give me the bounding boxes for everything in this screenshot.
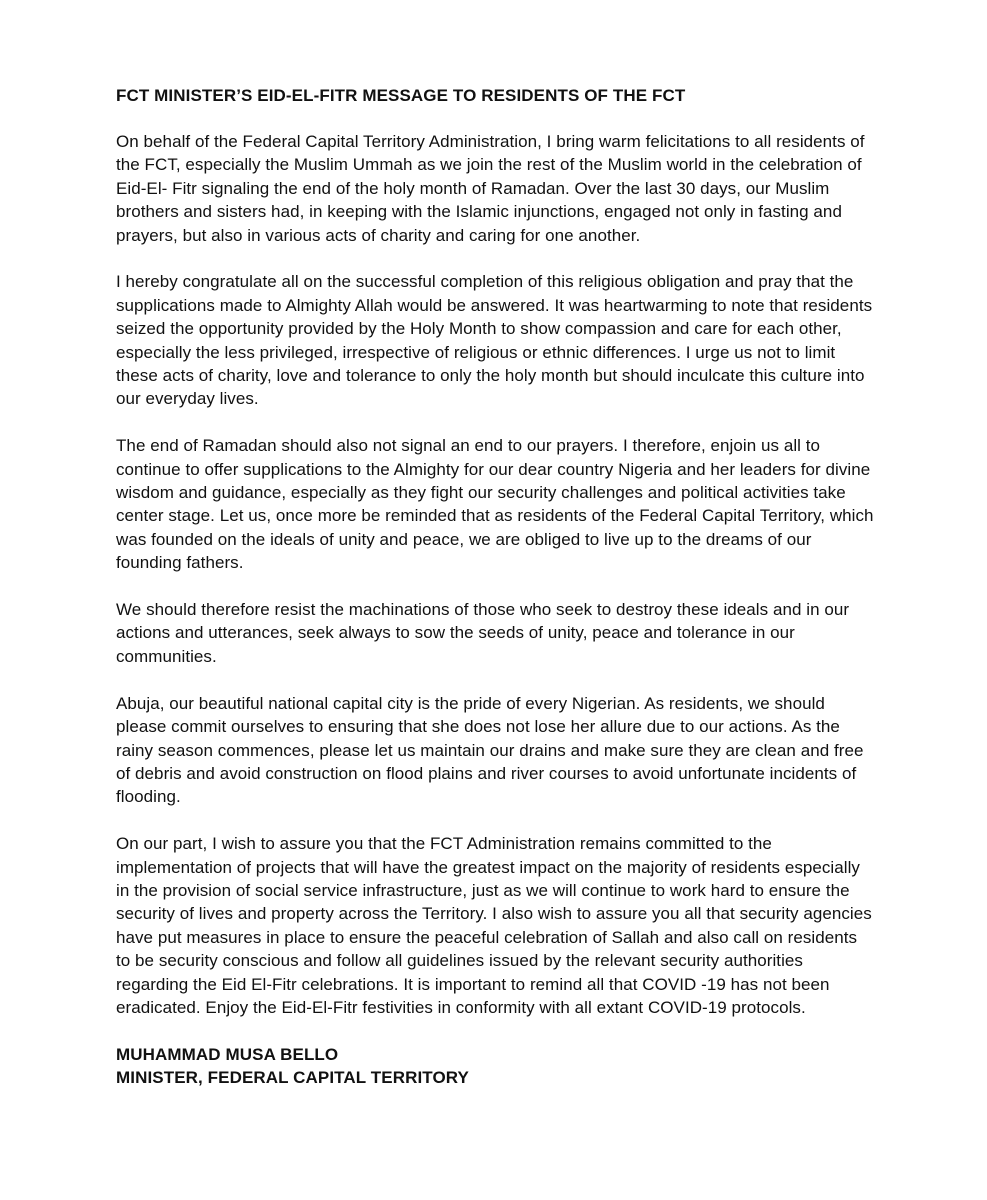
signature-block bbox=[116, 1043, 876, 1090]
paragraph-unity: We should therefore resist the machinations of those who seek to destroy these ideals and in our actions and utterances, seek always to sow the seeds of unity, peace and tolerance in our communities. bbox=[116, 600, 850, 666]
signature-position: MINISTER, FEDERAL CAPITAL TERRITORY bbox=[116, 1068, 469, 1088]
signature-name: MUHAMMAD MUSA BELLO bbox=[116, 1044, 339, 1064]
paragraph-administration: On our part, I wish to assure you that the FCT Administration remains committed to the implementation of projects that will have the greatest impact on the majority of residents especially in the provision of social service infrastructure, just as we will continue to work hard to ensure the security of lives and property across the Territory. I also wish to assure you all that security agencies have put measures in place to ensure the peaceful celebration of Sallah and also call on residents to be security conscious and follow all guidelines issued by the relevant security authorities regarding the Eid El-Fitr celebrations. It is important to remind all that COVID -19 has not been eradicated. Enjoy the Eid-El-Fitr festivities in conformity with all extant COVID-19 protocols. bbox=[116, 834, 872, 1017]
paragraph-abuja: Abuja, our beautiful national capital city is the pride of every Nigerian. As residents, we should please commit ourselves to ensuring that she does not lose her allure due to our actions. As the rainy season commences, please let us maintain our drains and make sure they are clean and free of debris and avoid construction on flood plains and river courses to avoid unfortunate incidents of flooding. bbox=[116, 693, 864, 807]
paragraph-congratulations: I hereby congratulate all on the successful completion of this religious obligation and pray that the supplications made to Almighty Allah would be answered. It was heartwarming to note that residents seized the opportunity provided by the Holy Month to show compassion and care for each other, especially the less privileged, irrespective of religious or ethnic differences. I urge us not to limit these acts of charity, love and tolerance to only the holy month but should inculcate this culture into our everyday lives. bbox=[116, 272, 873, 409]
paragraph-felicitations: On behalf of the Federal Capital Territory Administration, I bring warm felicitations to all residents of the FCT, especially the Muslim Ummah as we join the rest of the Muslim world in the celebration of Eid-El- Fitr signaling the end of the holy month of Ramadan. Over the last 30 days, our Muslim brothers and sisters had, in keeping with the Islamic injunctions, engaged not only in fasting and prayers, but also in various acts of charity and caring for one another. bbox=[116, 132, 865, 245]
document-title: FCT MINISTER’S EID-EL-FITR MESSAGE TO RESIDENTS OF THE FCT bbox=[116, 86, 686, 105]
paragraph-prayers: The end of Ramadan should also not signal an end to our prayers. I therefore, enjoin us all to continue to offer supplications to the Almighty for our dear country Nigeria and her leaders for divine wisdom and guidance, especially as they fight our security challenges and political activities take center stage. Let us, once more be reminded that as residents of the Federal Capital Territory, which was founded on the ideals of unity and peace, we are obliged to live up to the dreams of our founding fathers. bbox=[116, 436, 874, 573]
document-page bbox=[116, 84, 876, 1090]
